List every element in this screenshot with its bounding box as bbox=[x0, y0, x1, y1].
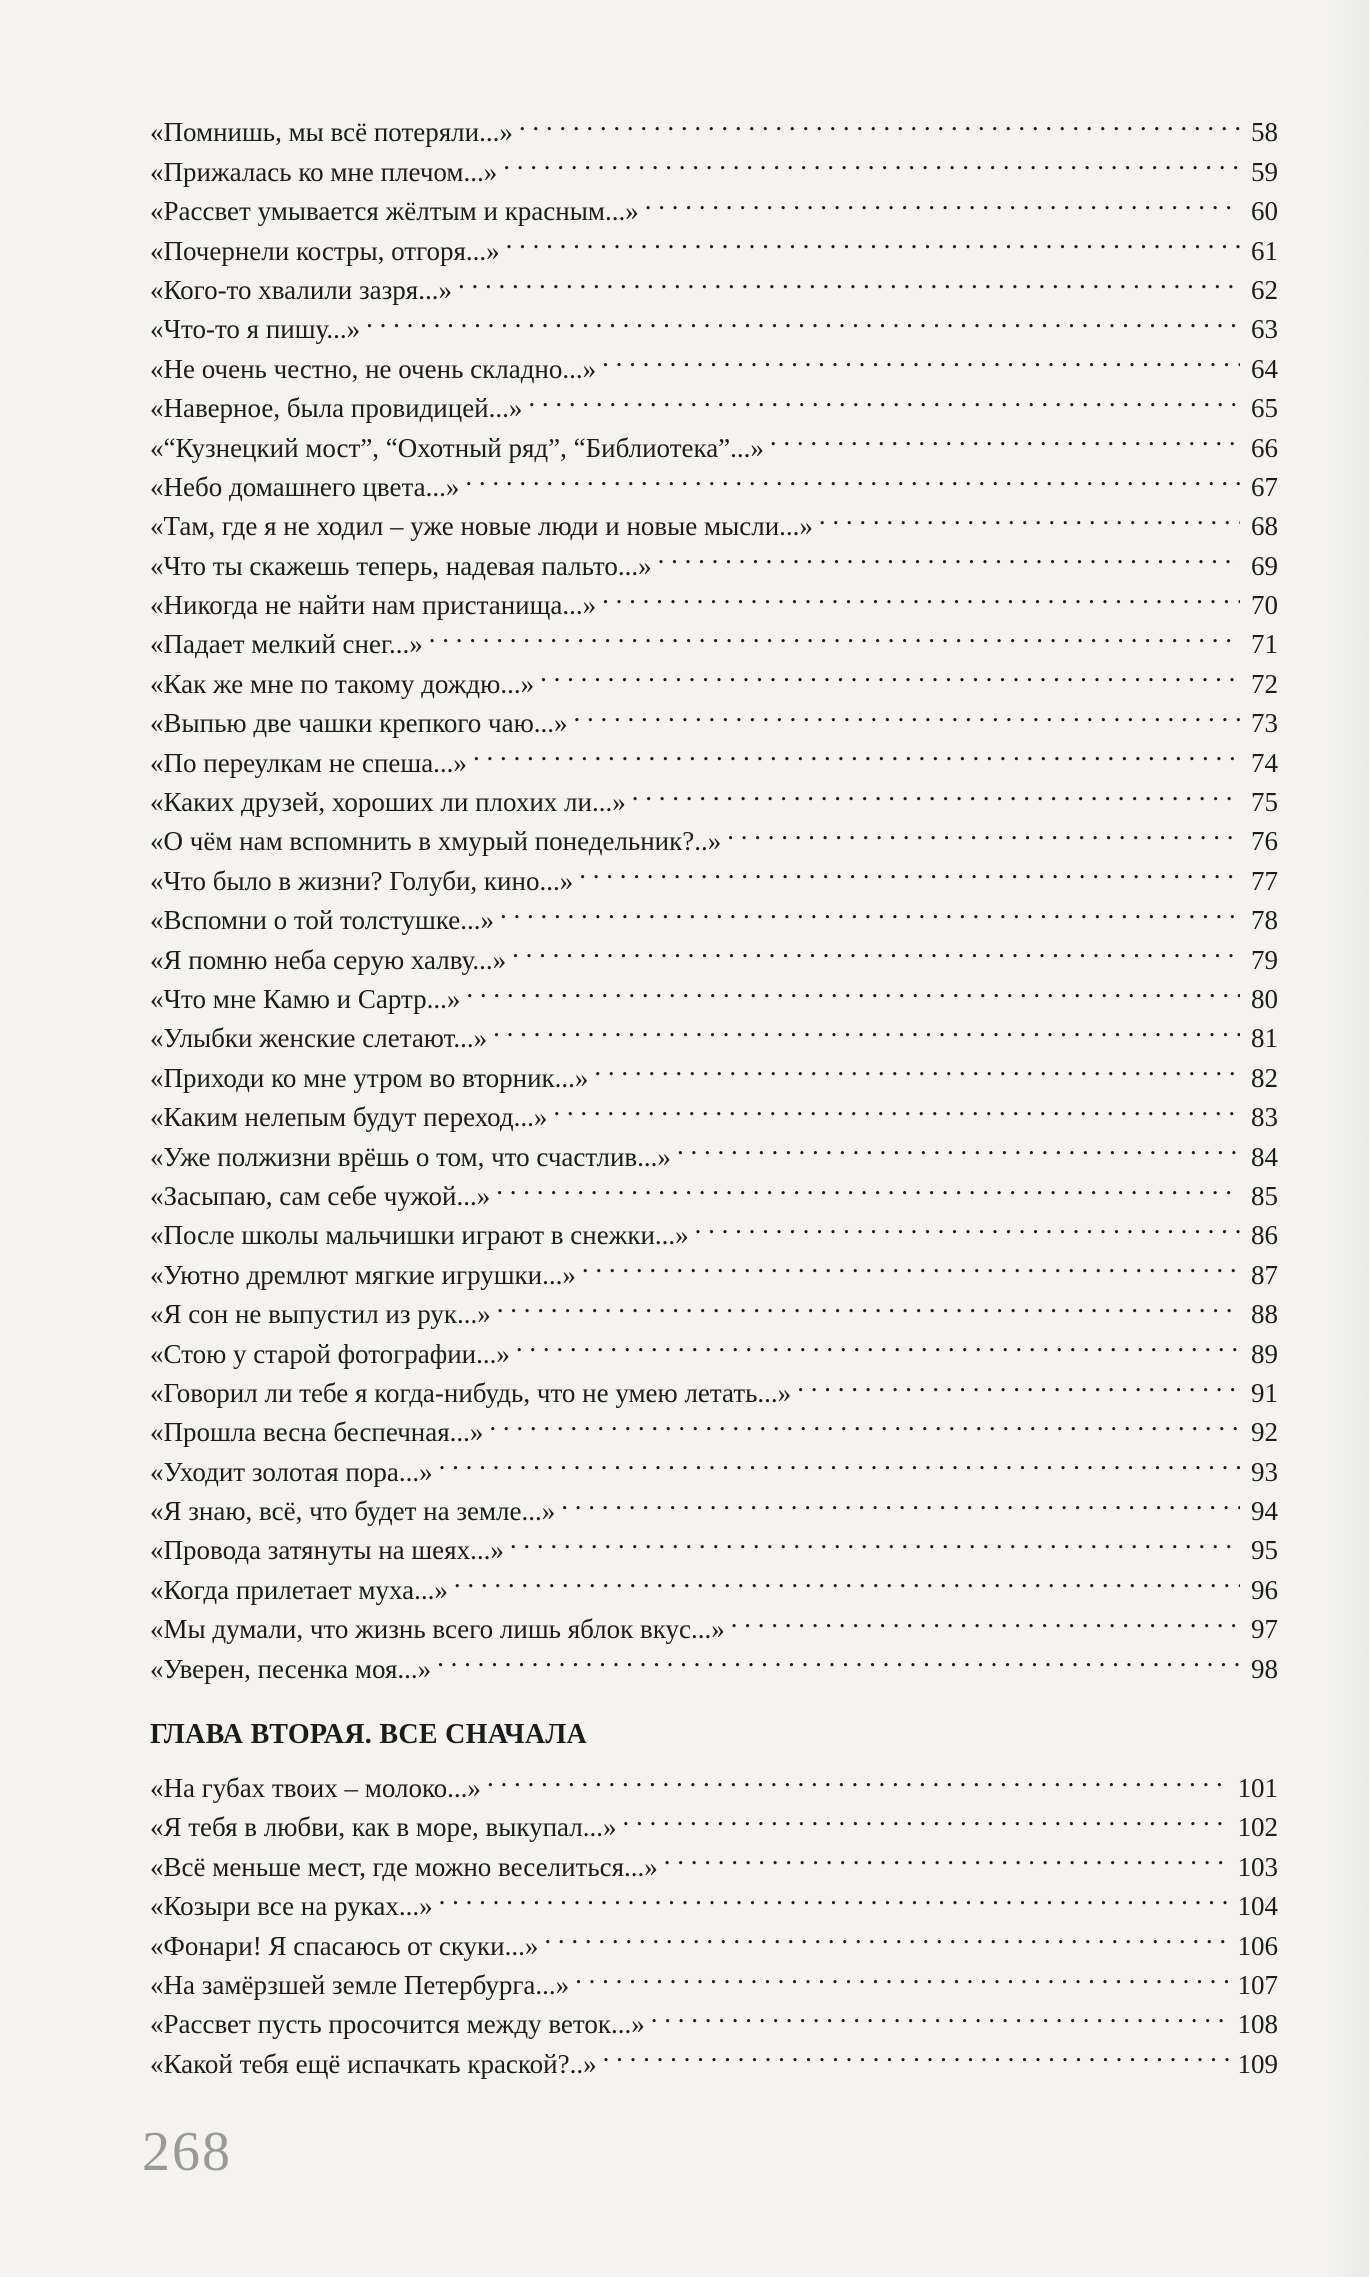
toc-dot-leader bbox=[493, 1008, 1240, 1047]
toc-entry-title: «Вспомни о той толстушке...» bbox=[150, 905, 495, 936]
toc-entry-title: «На губах твоих – молоко...» bbox=[150, 1773, 481, 1804]
toc-dot-leader bbox=[503, 141, 1240, 180]
toc-entry-page-number: 87 bbox=[1251, 1259, 1278, 1290]
toc-entry-title: «“Кузнецкий мост”, “Охотный ряд”, “Библиотека”...» bbox=[150, 432, 764, 463]
toc-dot-leader bbox=[658, 535, 1240, 574]
toc-dot-leader bbox=[594, 1047, 1240, 1086]
toc-entry-title: «Рассвет умывается жёлтым и красным...» bbox=[150, 196, 639, 227]
toc-entry-page-number: 109 bbox=[1237, 2048, 1278, 2079]
toc-entry-page-number: 97 bbox=[1251, 1614, 1278, 1645]
toc-dot-leader bbox=[544, 1915, 1229, 1954]
toc-entry-page-number: 78 bbox=[1251, 905, 1278, 936]
toc-dot-leader bbox=[439, 1441, 1240, 1480]
toc-dot-leader bbox=[519, 102, 1240, 141]
toc-dot-leader bbox=[489, 1402, 1240, 1441]
toc-entry-page-number: 72 bbox=[1251, 668, 1278, 699]
toc-entry-title: «Помнишь, мы всё потеряли...» bbox=[150, 117, 513, 148]
toc-entry-title: «Что мне Камю и Сартр...» bbox=[150, 983, 461, 1014]
toc-entry-page-number: 89 bbox=[1251, 1338, 1278, 1369]
toc-entry-page-number: 58 bbox=[1251, 117, 1278, 148]
toc-dot-leader bbox=[819, 496, 1240, 535]
toc-dot-leader bbox=[553, 1087, 1240, 1126]
page-number: 268 bbox=[142, 2121, 232, 2183]
toc-dot-leader bbox=[579, 850, 1240, 889]
toc-entry-title: «Засыпаю, сам себе чужой...» bbox=[150, 1180, 491, 1211]
toc-entry-title: «Прижалась ко мне плечом...» bbox=[150, 156, 498, 187]
toc-entry-title: «На замёрзшей земле Петербурга...» bbox=[150, 1969, 570, 2000]
toc-entry-title: «Какой тебя ещё испачкать краской?..» bbox=[150, 2048, 597, 2079]
toc-dot-leader bbox=[528, 378, 1240, 417]
toc-entry-page-number: 66 bbox=[1251, 432, 1278, 463]
toc-dot-leader bbox=[512, 929, 1240, 968]
toc-entry-title: «О чём нам вспомнить в хмурый понедельник?..» bbox=[150, 826, 722, 857]
toc-dot-leader bbox=[603, 2033, 1230, 2072]
toc-dot-leader bbox=[540, 653, 1240, 692]
toc-entry-page-number: 91 bbox=[1251, 1377, 1278, 1408]
toc-entry-title: «Что ты скажешь теперь, надевая пальто...» bbox=[150, 550, 652, 581]
toc-entry-page-number: 93 bbox=[1251, 1456, 1278, 1487]
toc-entry-page-number: 107 bbox=[1237, 1969, 1278, 2000]
table-of-contents bbox=[150, 102, 1278, 2079]
toc-entry-title: «Каких друзей, хороших ли плохих ли...» bbox=[150, 787, 626, 818]
toc-entry-page-number: 68 bbox=[1251, 511, 1278, 542]
toc-entry-page-number: 65 bbox=[1251, 393, 1278, 424]
toc-entry-title: «Наверное, была провидицей...» bbox=[150, 393, 523, 424]
toc-section-chapter-1-continued bbox=[150, 102, 1278, 1684]
toc-dot-leader bbox=[487, 1758, 1230, 1797]
toc-entry-page-number: 95 bbox=[1251, 1535, 1278, 1566]
toc-dot-leader bbox=[727, 811, 1240, 850]
toc-entry-title: «Не очень честно, не очень складно...» bbox=[150, 353, 597, 384]
toc-entry-title: «Говорил ли тебе я когда-нибудь, что не умею летать...» bbox=[150, 1377, 792, 1408]
chapter-heading: ГЛАВА ВТОРАЯ. ВСЕ СНАЧАЛА bbox=[150, 1718, 588, 1750]
toc-dot-leader bbox=[506, 220, 1240, 259]
toc-entry-page-number: 79 bbox=[1251, 944, 1278, 975]
page-edge-shadow bbox=[1329, 0, 1369, 2277]
toc-dot-leader bbox=[561, 1481, 1240, 1520]
toc-dot-leader bbox=[454, 1559, 1240, 1598]
toc-entry-page-number: 96 bbox=[1251, 1574, 1278, 1605]
toc-entry-title: «Прошла весна беспечная...» bbox=[150, 1417, 484, 1448]
toc-entry-page-number: 73 bbox=[1251, 708, 1278, 739]
toc-entry-page-number: 81 bbox=[1251, 1023, 1278, 1054]
toc-dot-leader bbox=[366, 299, 1240, 338]
toc-entry-page-number: 71 bbox=[1251, 629, 1278, 660]
toc-entry-title: «Я помню неба серую халву...» bbox=[150, 944, 507, 975]
toc-entry-page-number: 74 bbox=[1251, 747, 1278, 778]
toc-dot-leader bbox=[466, 969, 1240, 1008]
toc-entry-page-number: 84 bbox=[1251, 1141, 1278, 1172]
toc-dot-leader bbox=[500, 890, 1240, 929]
toc-entry-title: «Выпью две чашки крепкого чаю...» bbox=[150, 708, 568, 739]
toc-dot-leader bbox=[497, 1284, 1240, 1323]
toc-entry-page-number: 60 bbox=[1251, 196, 1278, 227]
toc-entry-title: «После школы мальчишки играют в снежки...» bbox=[150, 1220, 689, 1251]
toc-entry-page-number: 63 bbox=[1251, 314, 1278, 345]
toc-entry-page-number: 102 bbox=[1237, 1812, 1278, 1843]
toc-entry-title: «Улыбки женские слетают...» bbox=[150, 1023, 488, 1054]
toc-dot-leader bbox=[731, 1599, 1240, 1638]
toc-dot-leader bbox=[695, 1205, 1240, 1244]
toc-entry-page-number: 62 bbox=[1251, 274, 1278, 305]
toc-entry-title: «Я знаю, всё, что будет на земле...» bbox=[150, 1496, 556, 1527]
toc-entry-page-number: 85 bbox=[1251, 1180, 1278, 1211]
toc-dot-leader bbox=[458, 260, 1240, 299]
toc-entry-page-number: 88 bbox=[1251, 1299, 1278, 1330]
toc-entry-title: «Почернели костры, отгоря...» bbox=[150, 235, 500, 266]
toc-dot-leader bbox=[602, 338, 1240, 377]
toc-entry-page-number: 76 bbox=[1251, 826, 1278, 857]
toc-dot-leader bbox=[664, 1836, 1230, 1875]
toc-dot-leader bbox=[770, 417, 1240, 456]
toc-dot-leader bbox=[473, 732, 1240, 771]
toc-entry-title: «Когда прилетает муха...» bbox=[150, 1574, 448, 1605]
toc-entry-page-number: 80 bbox=[1251, 983, 1278, 1014]
toc-section-chapter-2 bbox=[150, 1758, 1278, 2079]
toc-entry bbox=[150, 102, 1278, 148]
toc-entry-title: «Что-то я пишу...» bbox=[150, 314, 361, 345]
toc-entry-title: «Уже полжизни врёшь о том, что счастлив...» bbox=[150, 1141, 671, 1172]
toc-entry-title: «Никогда не найти нам пристанища...» bbox=[150, 590, 597, 621]
toc-entry-page-number: 86 bbox=[1251, 1220, 1278, 1251]
toc-dot-leader bbox=[645, 181, 1240, 220]
toc-entry bbox=[150, 1758, 1278, 1804]
toc-entry-page-number: 77 bbox=[1251, 865, 1278, 896]
toc-entry-page-number: 103 bbox=[1237, 1851, 1278, 1882]
toc-entry-title: «Каким нелепым будут переход...» bbox=[150, 1102, 548, 1133]
toc-entry-page-number: 70 bbox=[1251, 590, 1278, 621]
toc-dot-leader bbox=[429, 614, 1240, 653]
toc-entry-title: «Провода затянуты на шеях...» bbox=[150, 1535, 504, 1566]
toc-entry-title: «Я сон не выпустил из рук...» bbox=[150, 1299, 491, 1330]
toc-entry-page-number: 82 bbox=[1251, 1062, 1278, 1093]
toc-entry-page-number: 108 bbox=[1237, 2009, 1278, 2040]
toc-entry-page-number: 98 bbox=[1251, 1653, 1278, 1684]
toc-dot-leader bbox=[439, 1876, 1230, 1915]
toc-dot-leader bbox=[623, 1797, 1230, 1836]
toc-dot-leader bbox=[574, 693, 1241, 732]
toc-dot-leader bbox=[575, 1955, 1229, 1994]
toc-entry-page-number: 92 bbox=[1251, 1417, 1278, 1448]
toc-entry-title: «Я тебя в любви, как в море, выкупал...» bbox=[150, 1812, 617, 1843]
toc-entry-title: «Стою у старой фотографии...» bbox=[150, 1338, 510, 1369]
toc-dot-leader bbox=[632, 772, 1240, 811]
toc-entry-page-number: 67 bbox=[1251, 471, 1278, 502]
toc-entry-title: «Фонари! Я спасаюсь от скуки...» bbox=[150, 1930, 539, 1961]
toc-entry-title: «Козыри все на руках...» bbox=[150, 1891, 433, 1922]
toc-entry-title: «Всё меньше мест, где можно веселиться...» bbox=[150, 1851, 658, 1882]
toc-entry-title: «Падает мелкий снег...» bbox=[150, 629, 423, 660]
toc-dot-leader bbox=[677, 1126, 1240, 1165]
toc-dot-leader bbox=[582, 1244, 1240, 1283]
toc-dot-leader bbox=[516, 1323, 1240, 1362]
toc-entry-page-number: 83 bbox=[1251, 1102, 1278, 1133]
toc-entry-page-number: 104 bbox=[1237, 1891, 1278, 1922]
toc-dot-leader bbox=[496, 1166, 1240, 1205]
toc-entry-title: «Что было в жизни? Голуби, кино...» bbox=[150, 865, 574, 896]
toc-dot-leader bbox=[510, 1520, 1240, 1559]
toc-entry-page-number: 61 bbox=[1251, 235, 1278, 266]
toc-entry-page-number: 106 bbox=[1237, 1930, 1278, 1961]
toc-entry-title: «Приходи ко мне утром во вторник...» bbox=[150, 1062, 589, 1093]
toc-dot-leader bbox=[437, 1638, 1240, 1677]
toc-entry-title: «Небо домашнего цвета...» bbox=[150, 471, 460, 502]
toc-entry-page-number: 64 bbox=[1251, 353, 1278, 384]
toc-entry-title: «Мы думали, что жизнь всего лишь яблок вкус...» bbox=[150, 1614, 725, 1645]
toc-dot-leader bbox=[602, 575, 1240, 614]
toc-entry-title: «По переулкам не спеша...» bbox=[150, 747, 467, 778]
toc-entry-page-number: 59 bbox=[1251, 156, 1278, 187]
toc-entry-title: «Рассвет пусть просочится между веток...» bbox=[150, 2009, 645, 2040]
toc-dot-leader bbox=[797, 1363, 1240, 1402]
toc-entry-page-number: 94 bbox=[1251, 1496, 1278, 1527]
toc-entry-page-number: 75 bbox=[1251, 787, 1278, 818]
toc-entry-title: «Как же мне по такому дождю...» bbox=[150, 668, 535, 699]
toc-entry-title: «Уходит золотая пора...» bbox=[150, 1456, 433, 1487]
toc-entry-title: «Уверен, песенка моя...» bbox=[150, 1653, 432, 1684]
toc-dot-leader bbox=[465, 457, 1240, 496]
toc-dot-leader bbox=[651, 1994, 1230, 2033]
toc-entry-page-number: 101 bbox=[1237, 1773, 1278, 1804]
toc-entry-title: «Кого-то хвалили зазря...» bbox=[150, 274, 452, 305]
toc-entry-page-number: 69 bbox=[1251, 550, 1278, 581]
toc-entry-title: «Уютно дремлют мягкие игрушки...» bbox=[150, 1259, 576, 1290]
toc-entry-title: «Там, где я не ходил – уже новые люди и новые мысли...» bbox=[150, 511, 813, 542]
